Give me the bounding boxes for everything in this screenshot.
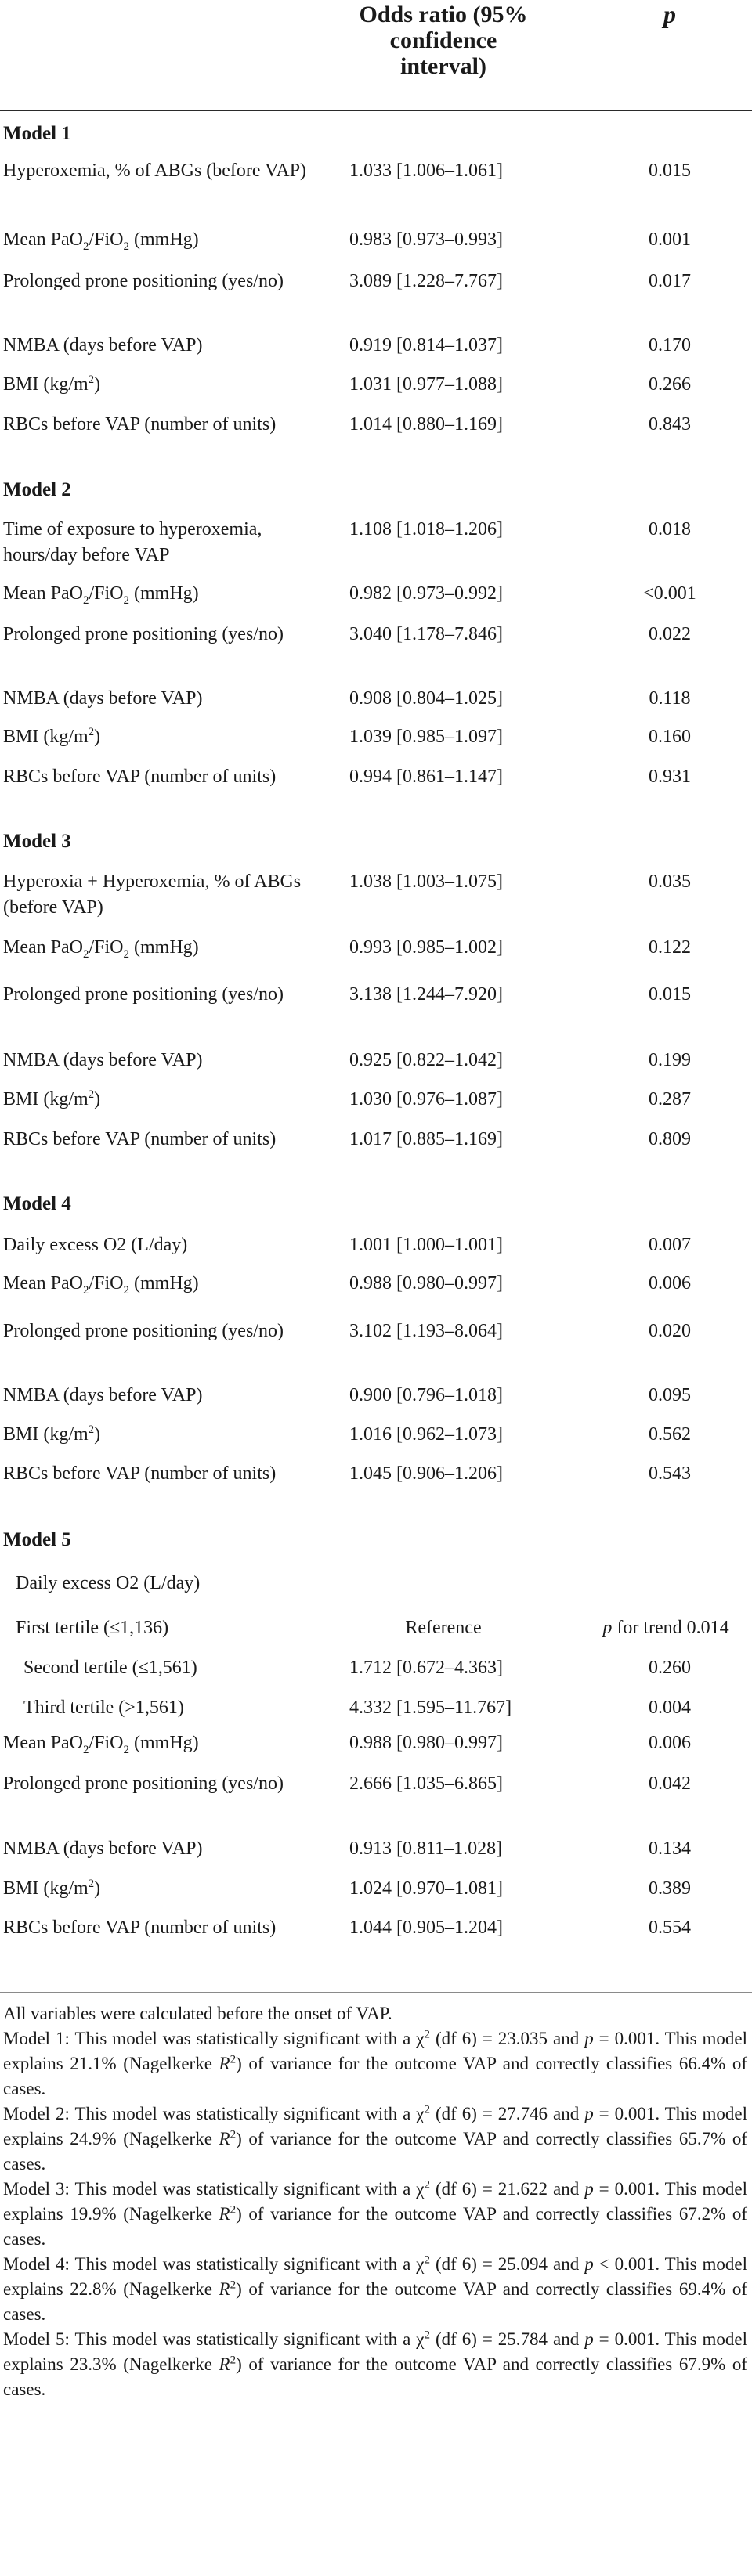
model-1-title: Model 1 bbox=[3, 123, 71, 144]
header-odds-ratio: Odds ratio (95% confidence interval) bbox=[359, 2, 528, 79]
odds-ratio-table: Odds ratio (95% confidence interval) p Model 1 Hyperoxemia, % of ABGs (before VAP) 1.033 [1.006–1.061] 0.015 Mean PaO$_2$/FiO$_2$ (mmHg) 0.983 [0.973–0.993] 0.001 Prolonged prone positioning (yes/no) 3.089 [1.228–7.767] 0.017 NMBA (days before VAP) 0.919 [0.814–1.037] 0.170 BMI $(kg/m^2)$ 1.031 [0.977–1.088] 0.266 RBCs before VAP (number of units) 1.014 [0.880–1.169] 0.843 Model 2 Time of exposure to hyperoxemia, hours/day before VAP 1.108 [1.018–1.206] 0.018 Mean PaO$_2$/FiO$_2$ (mmHg) 0.982 [0.973–0.992] <0.001 Prolonged prone positioning (yes/no) 3.040 [1.178–7.846] 0.022 NMBA (days before VAP) 0.908 [0.804–1.025] 0.118 BMI $(kg/m^2)$ 1.039 [0.985–1.097] 0.160 RBCs before VAP (number of units) 0.994 [0.861–1.147] 0.931 Model 3 Hyperoxia + Hyperoxemia, % of ABGs (before VAP) 1.038 [1.003–1.075] 0.035 Mean PaO$_2$/FiO$_2$ (mmHg) 0.993 [0.985–1.002] 0.122 Prolonged prone positioning (yes/no) 3.138 [1.244–7.920] 0.015 NMBA (days before VAP) 0.925 [0.822–1.042] 0.199 BMI $(kg/m^2)$ 1.030 [0.976–1.087] 0.287 RBCs before VAP (number of units) 1.017 [0.885–1.169] 0.809 Model 4 Daily excess O2 (L/day) 1.001 [1.000–1.001] 0.007 Mean PaO$_2$/FiO$_2$ (mmHg) 0.988 [0.980–0.997] 0.006 Prolonged prone positioning (yes/no) 3.102 [1.193–8.064] 0.020 NMBA (days before VAP) 0.900 [0.796–1.018] 0.095 BMI $(kg/m^2)$ 1.016 [0.962–1.073] 0.562 RBCs before VAP (number of units) 1.045 [0.906–1.206] 0.543 Model 5 Daily excess O2 (L/day) First tertile (≤1,136) Reference p for trend 0.014 Second tertile (≤1,561) 1.712 [0.672–4.363] 0.260 Third tertile (>1,561) 4.332 [1.595–11.767] 0.004 Mean PaO$_2$/FiO$_2$ (mmHg) 0.988 [0.980–0.997] 0.006 Prolonged prone positioning (yes/no) 2.666 [1.035–6.865] 0.042 NMBA (days before VAP) 0.913 [0.811–1.028] 0.134 BMI $(kg/m^2)$ 1.024 [0.970–1.081] 0.389 RBCs before VAP (number of units) 1.044 [0.905–1.204] 0.554 All variables were calculated before the onset of VAP. Model 1: This model was statistically significant with a $\chi^2$ (df 6) = 23.035 and p = 0.001. This model explains 21.1% (Nagelkerke $R^2$) of variance for the outcome VAP and correctly classifies 66.4% of cases. Model 2: This model was statistically significant with a $\chi^2$ (df 6) = 27.746 and p = 0.001. This model explains 24.9% (Nagelkerke $R^2$) of variance for the outcome VAP and correctly classifies 65.7% of cases. Model 3: This model was statistically significant with a $\chi^2$ (df 6) = 21.622 and p = 0.001. This model explains 19.9% (Nagelkerke $R^2$) of variance for the outcome VAP and correctly classifies 67.2% of cases. Model 4: This model was statistically significant with a $\chi^2$ (df 6) = 25.094 and p < 0.001. This model explains 22.8% (Nagelkerke $R^2$) of variance for the outcome VAP and correctly classifies 69.4% of cases. Model 5: This model was statistically significant with a $\chi^2$ (df 6) = 25.784 and p = 0.001. This model explains 23.3% (Nagelkerke $R^2$) of variance for the outcome VAP and correctly classifies 67.9% of cases. bbox=[0, 0, 752, 2576]
footnote-model-3: Model 3: This model was statistically significant with a $\chi^2$ (df 6) = 21.622 and p = 0.001. This model explains 19.9% (Nagelkerke $R^2$) of variance for the outcome VAP and correctly classifies 67.2% of cases. bbox=[3, 2178, 747, 2249]
model-5-title: Model 5 bbox=[3, 1529, 71, 1550]
model-3-title: Model 3 bbox=[3, 831, 71, 852]
table-footnotes bbox=[3, 2001, 747, 2402]
header-rule bbox=[0, 110, 752, 111]
footnote-intro: All variables were calculated before the onset of VAP. bbox=[3, 2004, 392, 2023]
header-p: p bbox=[663, 0, 676, 28]
footnote-model-1: Model 1: This model was statistically significant with a $\chi^2$ (df 6) = 23.035 and p = 0.001. This model explains 21.1% (Nagelkerke $R^2$) of variance for the outcome VAP and correctly classifies 66.4% of cases. bbox=[3, 2028, 747, 2098]
footnote-model-5: Model 5: This model was statistically significant with a $\chi^2$ (df 6) = 25.784 and p = 0.001. This model explains 23.3% (Nagelkerke $R^2$) of variance for the outcome VAP and correctly classifies 67.9% of cases. bbox=[3, 2329, 747, 2399]
table-bottom-rule bbox=[0, 1992, 752, 1993]
footnote-model-4: Model 4: This model was statistically significant with a $\chi^2$ (df 6) = 25.094 and p < 0.001. This model explains 22.8% (Nagelkerke $R^2$) of variance for the outcome VAP and correctly classifies 69.4% of cases. bbox=[3, 2253, 747, 2324]
model-2-title: Model 2 bbox=[3, 479, 71, 500]
model-4-title: Model 4 bbox=[3, 1193, 71, 1214]
model-5-subheading: Daily excess O2 (L/day) bbox=[16, 1573, 201, 1593]
footnote-model-2: Model 2: This model was statistically significant with a $\chi^2$ (df 6) = 27.746 and p = 0.001. This model explains 24.9% (Nagelkerke $R^2$) of variance for the outcome VAP and correctly classifies 65.7% of cases. bbox=[3, 2103, 747, 2174]
